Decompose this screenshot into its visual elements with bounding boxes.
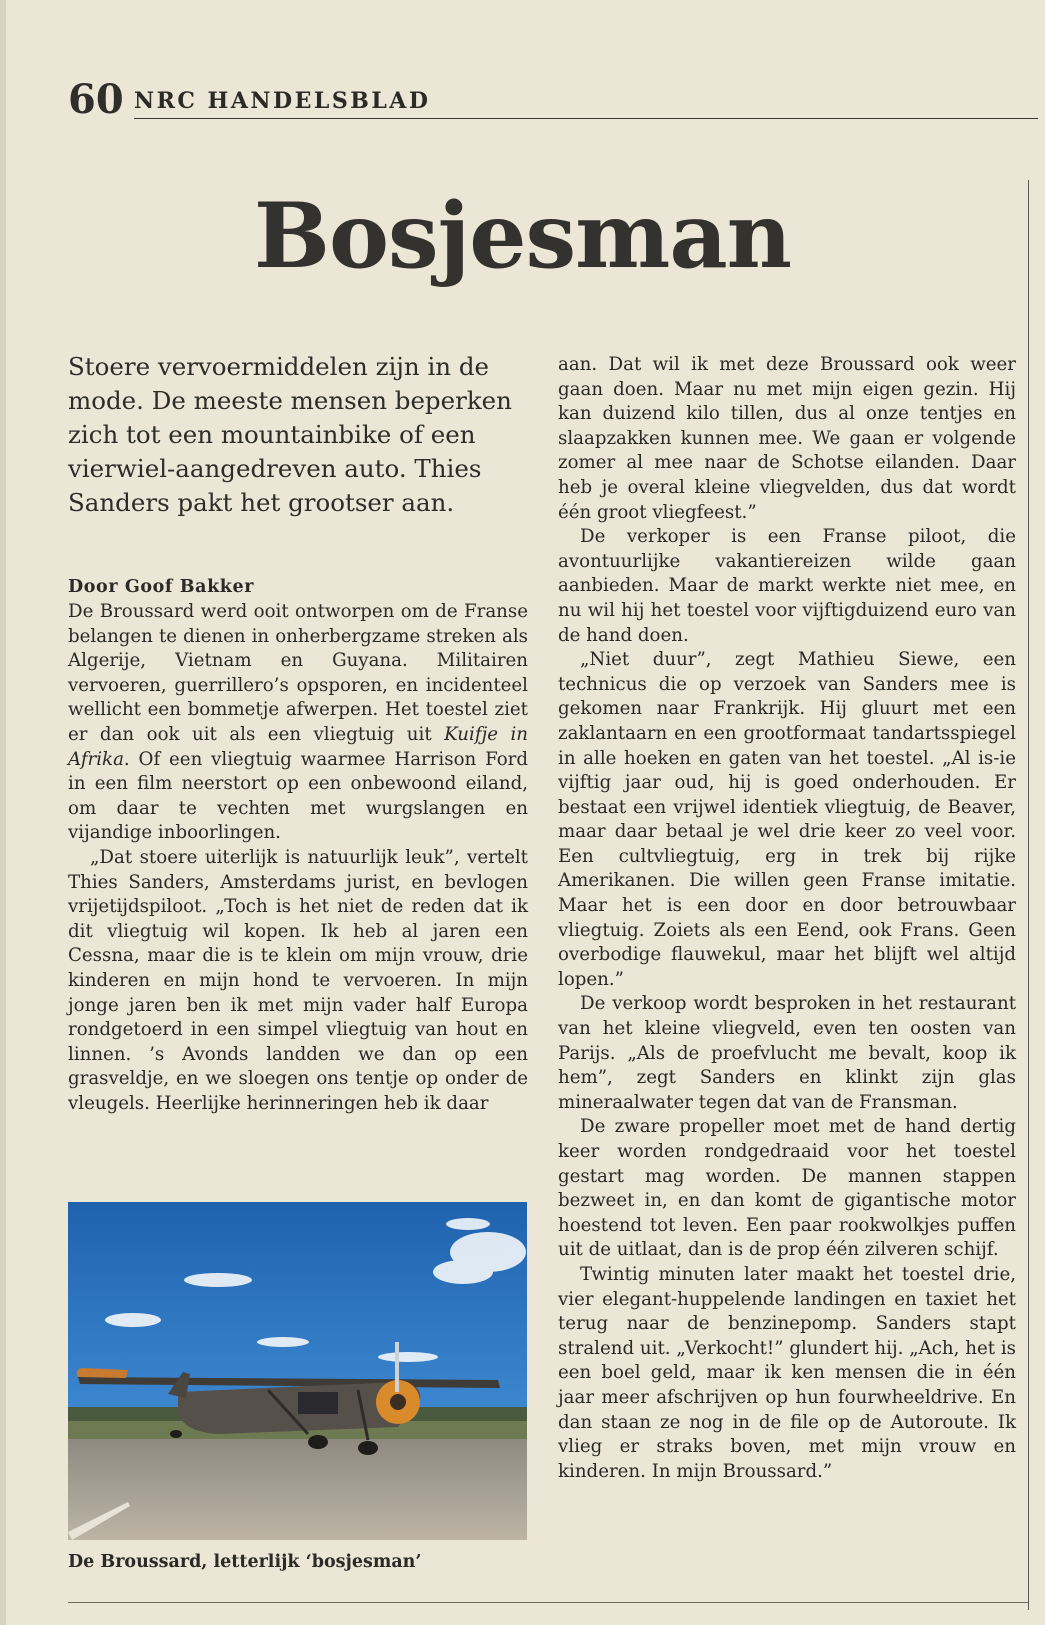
article-intro: Stoere vervoermiddelen zijn in de mode. De meeste mensen beperken zich tot een mountainbike of een vierwiel-aangedreven auto. Thies Sanders pakt het grootser aan. — [68, 352, 512, 517]
airplane-photo-graphic — [68, 1202, 527, 1540]
article-headline: Bosjesman — [253, 183, 792, 289]
book-title: Kuifje in Afrika — [68, 723, 528, 770]
body-paragraph: De zware propeller moet met de hand dertig keer worden rondgedraaid voor het toestel gestart mag worden. De mannen stappen bezweet in, en dan komt de gigantische motor hoestend tot leven. Een paar rookwolkjes puffen uit de uitlaat, dan is de prop één zilveren schijf. — [558, 1116, 1016, 1261]
body-paragraph: De verkoper is een Franse piloot, die avontuurlijke vakantiereizen wilde gaan aanbieden. Maar de markt werkte niet mee, en nu wil hij het toestel voor vijftigduizend euro van de hand doen. — [558, 526, 1016, 646]
body-paragraph: „Niet duur”, zegt Mathieu Siewe, een technicus die op verzoek van Sanders mee is gekomen naar Frankrijk. Hij gluurt met een zaklantaarn en een grootformaat tandartsspiegel in alle hoeken en gaten van het toestel. „Al is-ie vijftig jaar oud, hij is goed onderhouden. Er bestaat een vrijwel identiek vliegtuig, de Beaver, maar daar betaal je wel drie keer zo veel voor. Een cultvliegtuig, erg in trek bij rijke Amerikanen. Die willen geen Franse imitatie. Maar het is een door en door betrouwbaar vliegtuig. Zoiets als een Eend, ook Frans. Geen overbodige flauwekul, maar het blijft wel altijd lopen.” — [558, 649, 1016, 990]
photo-caption: De Broussard, letterlijk ‘bosjesman’ — [68, 1552, 422, 1572]
header-rule — [134, 118, 1038, 119]
page-number: 60 — [68, 76, 124, 123]
byline: Door Goof Bakker — [68, 577, 255, 597]
body-paragraph: De Broussard werd ooit ontworpen om de Franse belangen te dienen in onherbergzame streken als Algerije, Vietnam en Guyana. Militairen vervoeren, guerrillero’s opsporen, en incidenteel wellicht een bommetje afwerpen. Het toestel ziet er dan ook uit als een vliegtuig uit Kuifje in Afrika. Of een vliegtuig waarmee Harrison Ford in een film neerstort op een onbewoond eiland, om daar te vechten met wurgslangen en vijandige inboorlingen. — [68, 601, 528, 844]
column-rule — [1028, 180, 1029, 1610]
page-header — [68, 78, 1038, 122]
body-paragraph: Twintig minuten later maakt het toestel drie, vier elegant-huppelende landingen en taxiet het terug naar de benzinepomp. Sanders stapt stralend uit. „Verkocht!” glundert hij. „Ach, het is een boel geld, maar ik ken mensen die in één jaar meer afschrijven op hun fourwheeldrive. En dan staan ze nog in de file op de Autoroute. Ik vlieg er straks boven, met mijn vrouw en kinderen. In mijn Broussard.” — [558, 1263, 1016, 1482]
broussard-photo — [68, 1202, 527, 1540]
body-column-right — [558, 353, 1016, 1484]
body-paragraph: aan. Dat wil ik met deze Broussard ook weer gaan doen. Maar nu met mijn eigen gezin. Hij kan duizend kilo tillen, dus al onze tentjes en slaapzakken kunnen mee. We gaan er volgende zomer al mee naar de Schotse eilanden. Daar heb je overal kleine vliegvelden, dus dat wordt één groot vliegfeest.” — [558, 354, 1016, 523]
body-paragraph: „Dat stoere uiterlijk is natuurlijk leuk”, vertelt Thies Sanders, Amsterdams jurist, en bevlogen vrijetijdspiloot. „Toch is het niet de reden dat ik dit vliegtuig wil kopen. Ik heb al jaren een Cessna, maar die is te klein om mijn vrouw, drie kinderen en mijn hond te vervoeren. In mijn jonge jaren ben ik met mijn vader half Europa rondgetoerd in een simpel vliegtuig van hout en linnen. ’s Avonds landden we dan op een grasveldje, en we sloegen ons tentje op onder de vleugels. Heerlijke herinneringen heb ik daar — [68, 846, 528, 1114]
bottom-rule — [68, 1602, 1028, 1603]
body-column-left — [68, 600, 528, 1116]
body-paragraph: De verkoop wordt besproken in het restaurant van het kleine vliegveld, even ten oosten van Parijs. „Als de proefvlucht me bevalt, koop ik hem”, zegt Sanders en klinkt zijn glas mineraalwater tegen dat van de Fransman. — [558, 993, 1016, 1113]
newspaper-name: NRC HANDELSBLAD — [134, 88, 431, 114]
